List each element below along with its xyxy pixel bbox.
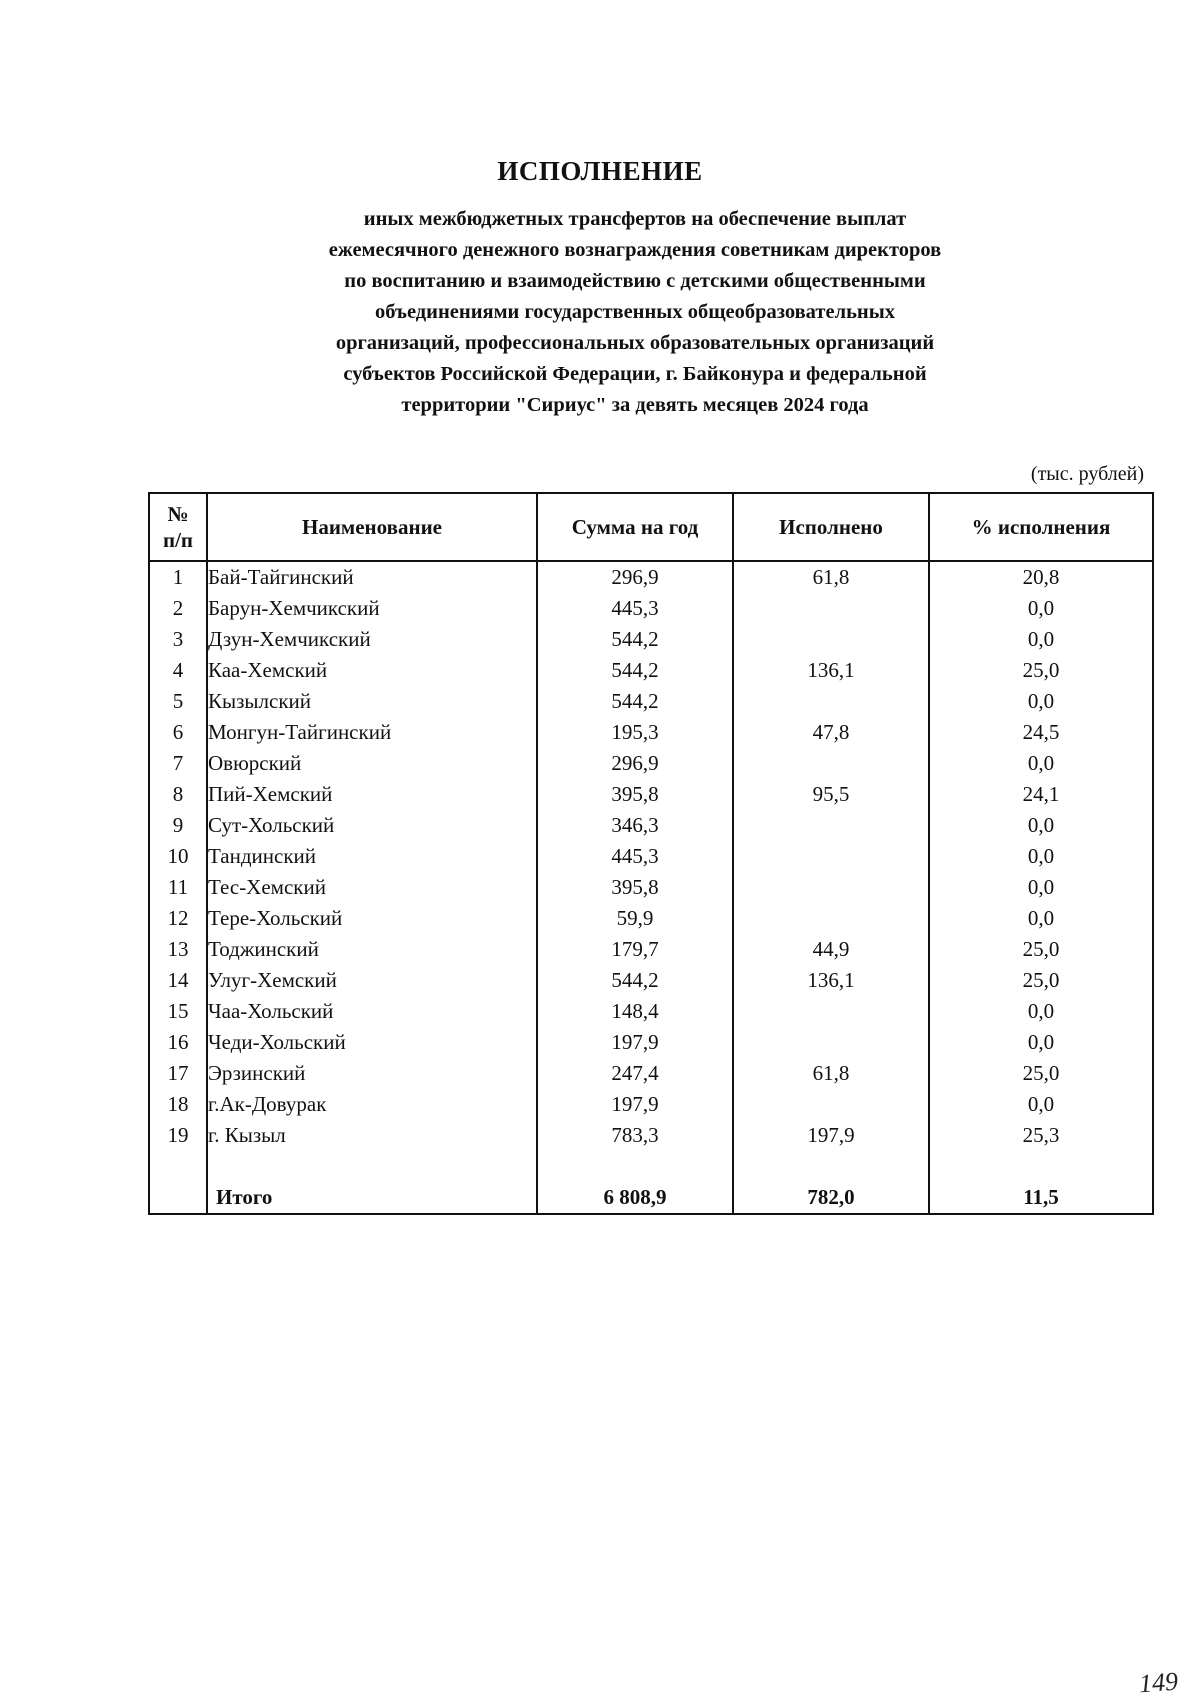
row-num: 17 [149,1058,207,1089]
row-percent: 24,1 [929,779,1153,810]
row-percent: 0,0 [929,1027,1153,1058]
row-annual: 445,3 [537,841,733,872]
row-annual: 179,7 [537,934,733,965]
row-annual: 544,2 [537,686,733,717]
subtitle-line: иных межбюджетных трансфертов на обеспечение выплат [363,208,907,230]
row-annual: 544,2 [537,655,733,686]
row-executed [733,1027,929,1058]
row-name: Каа-Хемский [207,655,537,686]
table-row [149,1089,1153,1120]
header-percent: % исполнения [929,493,1153,561]
table-row [149,624,1153,655]
row-executed: 44,9 [733,934,929,965]
table-row [149,841,1153,872]
row-percent: 0,0 [929,810,1153,841]
row-name: г. Кызыл [207,1120,537,1151]
row-percent: 0,0 [929,872,1153,903]
row-annual: 395,8 [537,779,733,810]
subtitle-line: субъектов Российской Федерации, г. Байконура и федеральной [343,363,927,385]
row-name: Тес-Хемский [207,872,537,903]
table-row [149,779,1153,810]
subtitle-line: по воспитанию и взаимодействию с детскими общественными [344,270,926,292]
row-percent: 25,3 [929,1120,1153,1151]
row-percent: 20,8 [929,561,1153,593]
subtitle-line: ежемесячного денежного вознаграждения советникам директоров [328,239,942,261]
row-annual: 195,3 [537,717,733,748]
row-name: Тандинский [207,841,537,872]
row-percent: 25,0 [929,655,1153,686]
row-executed: 197,9 [733,1120,929,1151]
row-percent: 0,0 [929,624,1153,655]
row-executed [733,996,929,1027]
total-percent: 11,5 [929,1182,1153,1214]
row-executed: 47,8 [733,717,929,748]
row-annual: 296,9 [537,748,733,779]
row-percent: 24,5 [929,717,1153,748]
row-num: 1 [149,561,207,593]
total-executed: 782,0 [733,1182,929,1214]
row-num: 18 [149,1089,207,1120]
table-row [149,748,1153,779]
row-name: Дзун-Хемчикский [207,624,537,655]
execution-table [148,492,1154,1215]
row-num: 11 [149,872,207,903]
row-name: Барун-Хемчикский [207,593,537,624]
row-num: 8 [149,779,207,810]
row-annual: 544,2 [537,624,733,655]
row-num: 13 [149,934,207,965]
row-percent: 0,0 [929,1089,1153,1120]
row-annual: 783,3 [537,1120,733,1151]
subtitle-line: объединениями государственных общеобразовательных [375,301,895,323]
spacer-cell [733,1151,929,1182]
row-name: Улуг-Хемский [207,965,537,996]
table-total-row [149,1182,1153,1214]
table-row [149,1120,1153,1151]
row-annual: 395,8 [537,872,733,903]
row-name: Эрзинский [207,1058,537,1089]
table-row [149,996,1153,1027]
row-executed [733,810,929,841]
table-row [149,561,1153,593]
row-annual: 197,9 [537,1027,733,1058]
table-row [149,903,1153,934]
row-num: 10 [149,841,207,872]
table-row [149,965,1153,996]
row-percent: 0,0 [929,996,1153,1027]
table-row [149,1027,1153,1058]
row-executed [733,1089,929,1120]
spacer-cell [207,1151,537,1182]
row-executed [733,748,929,779]
total-num [149,1182,207,1214]
row-executed [733,593,929,624]
row-executed: 136,1 [733,655,929,686]
row-executed [733,686,929,717]
row-annual: 148,4 [537,996,733,1027]
row-name: Чаа-Хольский [207,996,537,1027]
table-row [149,1058,1153,1089]
row-name: Сут-Хольский [207,810,537,841]
row-annual: 247,4 [537,1058,733,1089]
table-header-row [149,493,1153,561]
row-executed: 61,8 [733,561,929,593]
row-executed [733,903,929,934]
total-name: Итого [207,1182,537,1214]
document-subtitle [240,204,1030,421]
row-percent: 0,0 [929,841,1153,872]
row-executed [733,841,929,872]
row-percent: 0,0 [929,593,1153,624]
row-name: Тоджинский [207,934,537,965]
page-number: 149 [1138,1666,1179,1699]
total-annual: 6 808,9 [537,1182,733,1214]
row-num: 2 [149,593,207,624]
header-annual: Сумма на год [537,493,733,561]
header-num [149,493,207,561]
header-name: Наименование [207,493,537,561]
subtitle-line: территории "Сириус" за девять месяцев 2024 года [401,394,869,416]
row-name: Тере-Хольский [207,903,537,934]
row-name: Монгун-Тайгинский [207,717,537,748]
row-percent: 25,0 [929,965,1153,996]
row-annual: 544,2 [537,965,733,996]
subtitle-line: организаций, профессиональных образовательных организаций [335,332,935,354]
header-num-line1: № [167,502,189,526]
table-row [149,655,1153,686]
row-name: Овюрский [207,748,537,779]
table-row [149,810,1153,841]
row-annual: 346,3 [537,810,733,841]
row-num: 3 [149,624,207,655]
table-row [149,717,1153,748]
table-row [149,872,1153,903]
row-num: 9 [149,810,207,841]
row-annual: 197,9 [537,1089,733,1120]
row-num: 5 [149,686,207,717]
row-executed: 136,1 [733,965,929,996]
spacer-cell [149,1151,207,1182]
table-spacer-row [149,1151,1153,1182]
row-executed: 61,8 [733,1058,929,1089]
row-num: 16 [149,1027,207,1058]
row-name: Чеди-Хольский [207,1027,537,1058]
row-num: 14 [149,965,207,996]
row-annual: 296,9 [537,561,733,593]
row-executed [733,624,929,655]
row-percent: 25,0 [929,934,1153,965]
row-percent: 25,0 [929,1058,1153,1089]
row-annual: 59,9 [537,903,733,934]
row-executed [733,872,929,903]
row-num: 4 [149,655,207,686]
row-num: 15 [149,996,207,1027]
header-num-line2: п/п [162,528,194,552]
row-num: 6 [149,717,207,748]
spacer-cell [537,1151,733,1182]
row-name: Кызылский [207,686,537,717]
row-num: 12 [149,903,207,934]
row-executed: 95,5 [733,779,929,810]
row-name: г.Ак-Довурак [207,1089,537,1120]
row-name: Бай-Тайгинский [207,561,537,593]
spacer-cell [929,1151,1153,1182]
row-percent: 0,0 [929,903,1153,934]
row-num: 7 [149,748,207,779]
table-row [149,934,1153,965]
table-row [149,593,1153,624]
row-name: Пий-Хемский [207,779,537,810]
header-executed: Исполнено [733,493,929,561]
table-row [149,686,1153,717]
row-percent: 0,0 [929,686,1153,717]
document-title: ИСПОЛНЕНИЕ [497,156,703,186]
units-note: (тыс. рублей) [1030,463,1144,485]
row-annual: 445,3 [537,593,733,624]
row-num: 19 [149,1120,207,1151]
row-percent: 0,0 [929,748,1153,779]
